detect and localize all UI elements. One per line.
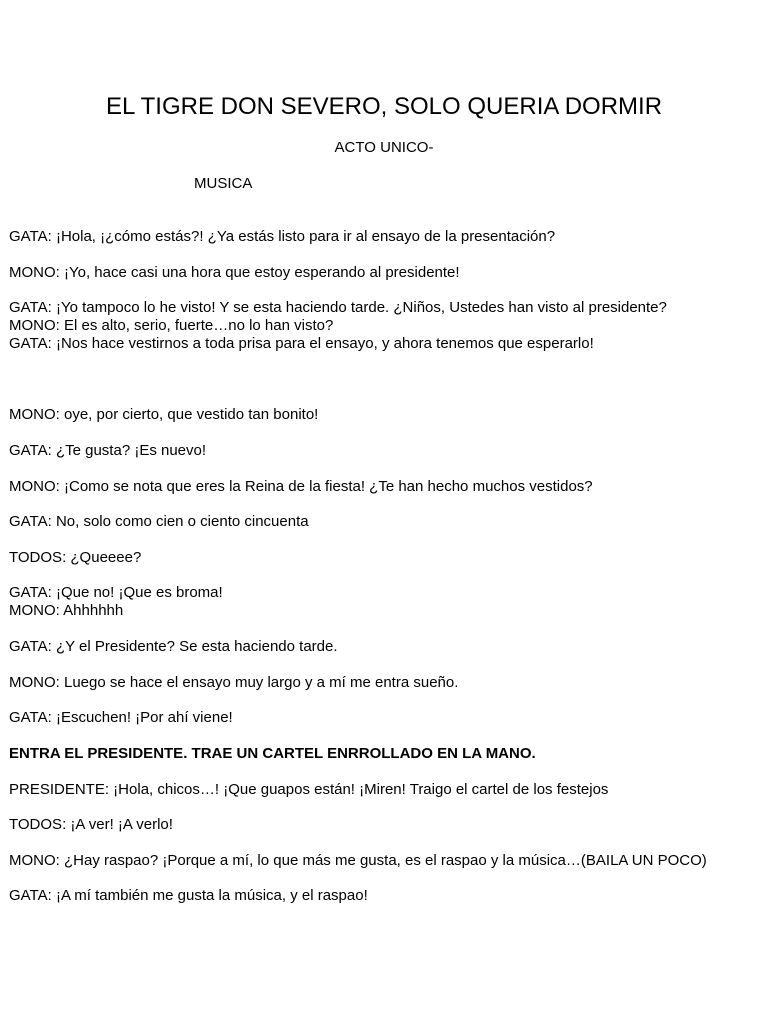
dialogue-line: TODOS: ¿Queeee?	[9, 549, 142, 566]
dialogue-line: MONO: Ahhhhhh	[9, 602, 124, 619]
dialogue-line: GATA: ¡Yo tampoco lo he visto! Y se esta haciendo tarde. ¿Niños, Ustedes han visto al presidente?	[9, 299, 667, 316]
dialogue-line: PRESIDENTE: ¡Hola, chicos…! ¡Que guapos están! ¡Miren! Traigo el cartel de los festejos	[9, 781, 609, 798]
dialogue-line: MONO: ¡Yo, hace casi una hora que estoy esperando al presidente!	[9, 264, 460, 281]
dialogue-line: GATA: ¿Te gusta? ¡Es nuevo!	[9, 442, 207, 459]
dialogue-line: TODOS: ¡A ver! ¡A verlo!	[9, 816, 173, 833]
dialogue-line: MONO: ¡Como se nota que eres la Reina de la fiesta! ¿Te han hecho muchos vestidos?	[9, 478, 593, 495]
dialogue-line: GATA: ¡A mí también me gusta la música, y el raspao!	[9, 887, 368, 904]
dialogue-line: GATA: No, solo como cien o ciento cincuenta	[9, 513, 309, 530]
dialogue-line: GATA: ¡Escuchen! ¡Por ahí viene!	[9, 709, 233, 726]
dialogue-line: GATA: ¿Y el Presidente? Se esta haciendo tarde.	[9, 638, 338, 655]
dialogue-line: GATA: ¡Hola, ¡¿cómo estás?! ¿Ya estás listo para ir al ensayo de la presentación?	[9, 228, 556, 245]
dialogue-line: MONO: El es alto, serio, fuerte…no lo han visto?	[9, 317, 334, 334]
music-cue: MUSICA	[194, 175, 253, 192]
dialogue-line: MONO: ¿Hay raspao? ¡Porque a mí, lo que más me gusta, es el raspao y la música…(BAILA UN POCO)	[9, 852, 707, 869]
stage-direction: ENTRA EL PRESIDENTE. TRAE UN CARTEL ENRROLLADO EN LA MANO.	[9, 745, 536, 762]
act-subtitle: ACTO UNICO-	[334, 139, 434, 156]
dialogue-line: GATA: ¡Que no! ¡Que es broma!	[9, 584, 223, 601]
dialogue-line: MONO: oye, por cierto, que vestido tan bonito!	[9, 406, 319, 423]
dialogue-line: MONO: Luego se hace el ensayo muy largo y a mí me entra sueño.	[9, 674, 459, 691]
dialogue-line: GATA: ¡Nos hace vestirnos a toda prisa para el ensayo, y ahora tenemos que esperarlo!	[9, 335, 594, 352]
document-title: EL TIGRE DON SEVERO, SOLO QUERIA DORMIR	[105, 93, 663, 120]
